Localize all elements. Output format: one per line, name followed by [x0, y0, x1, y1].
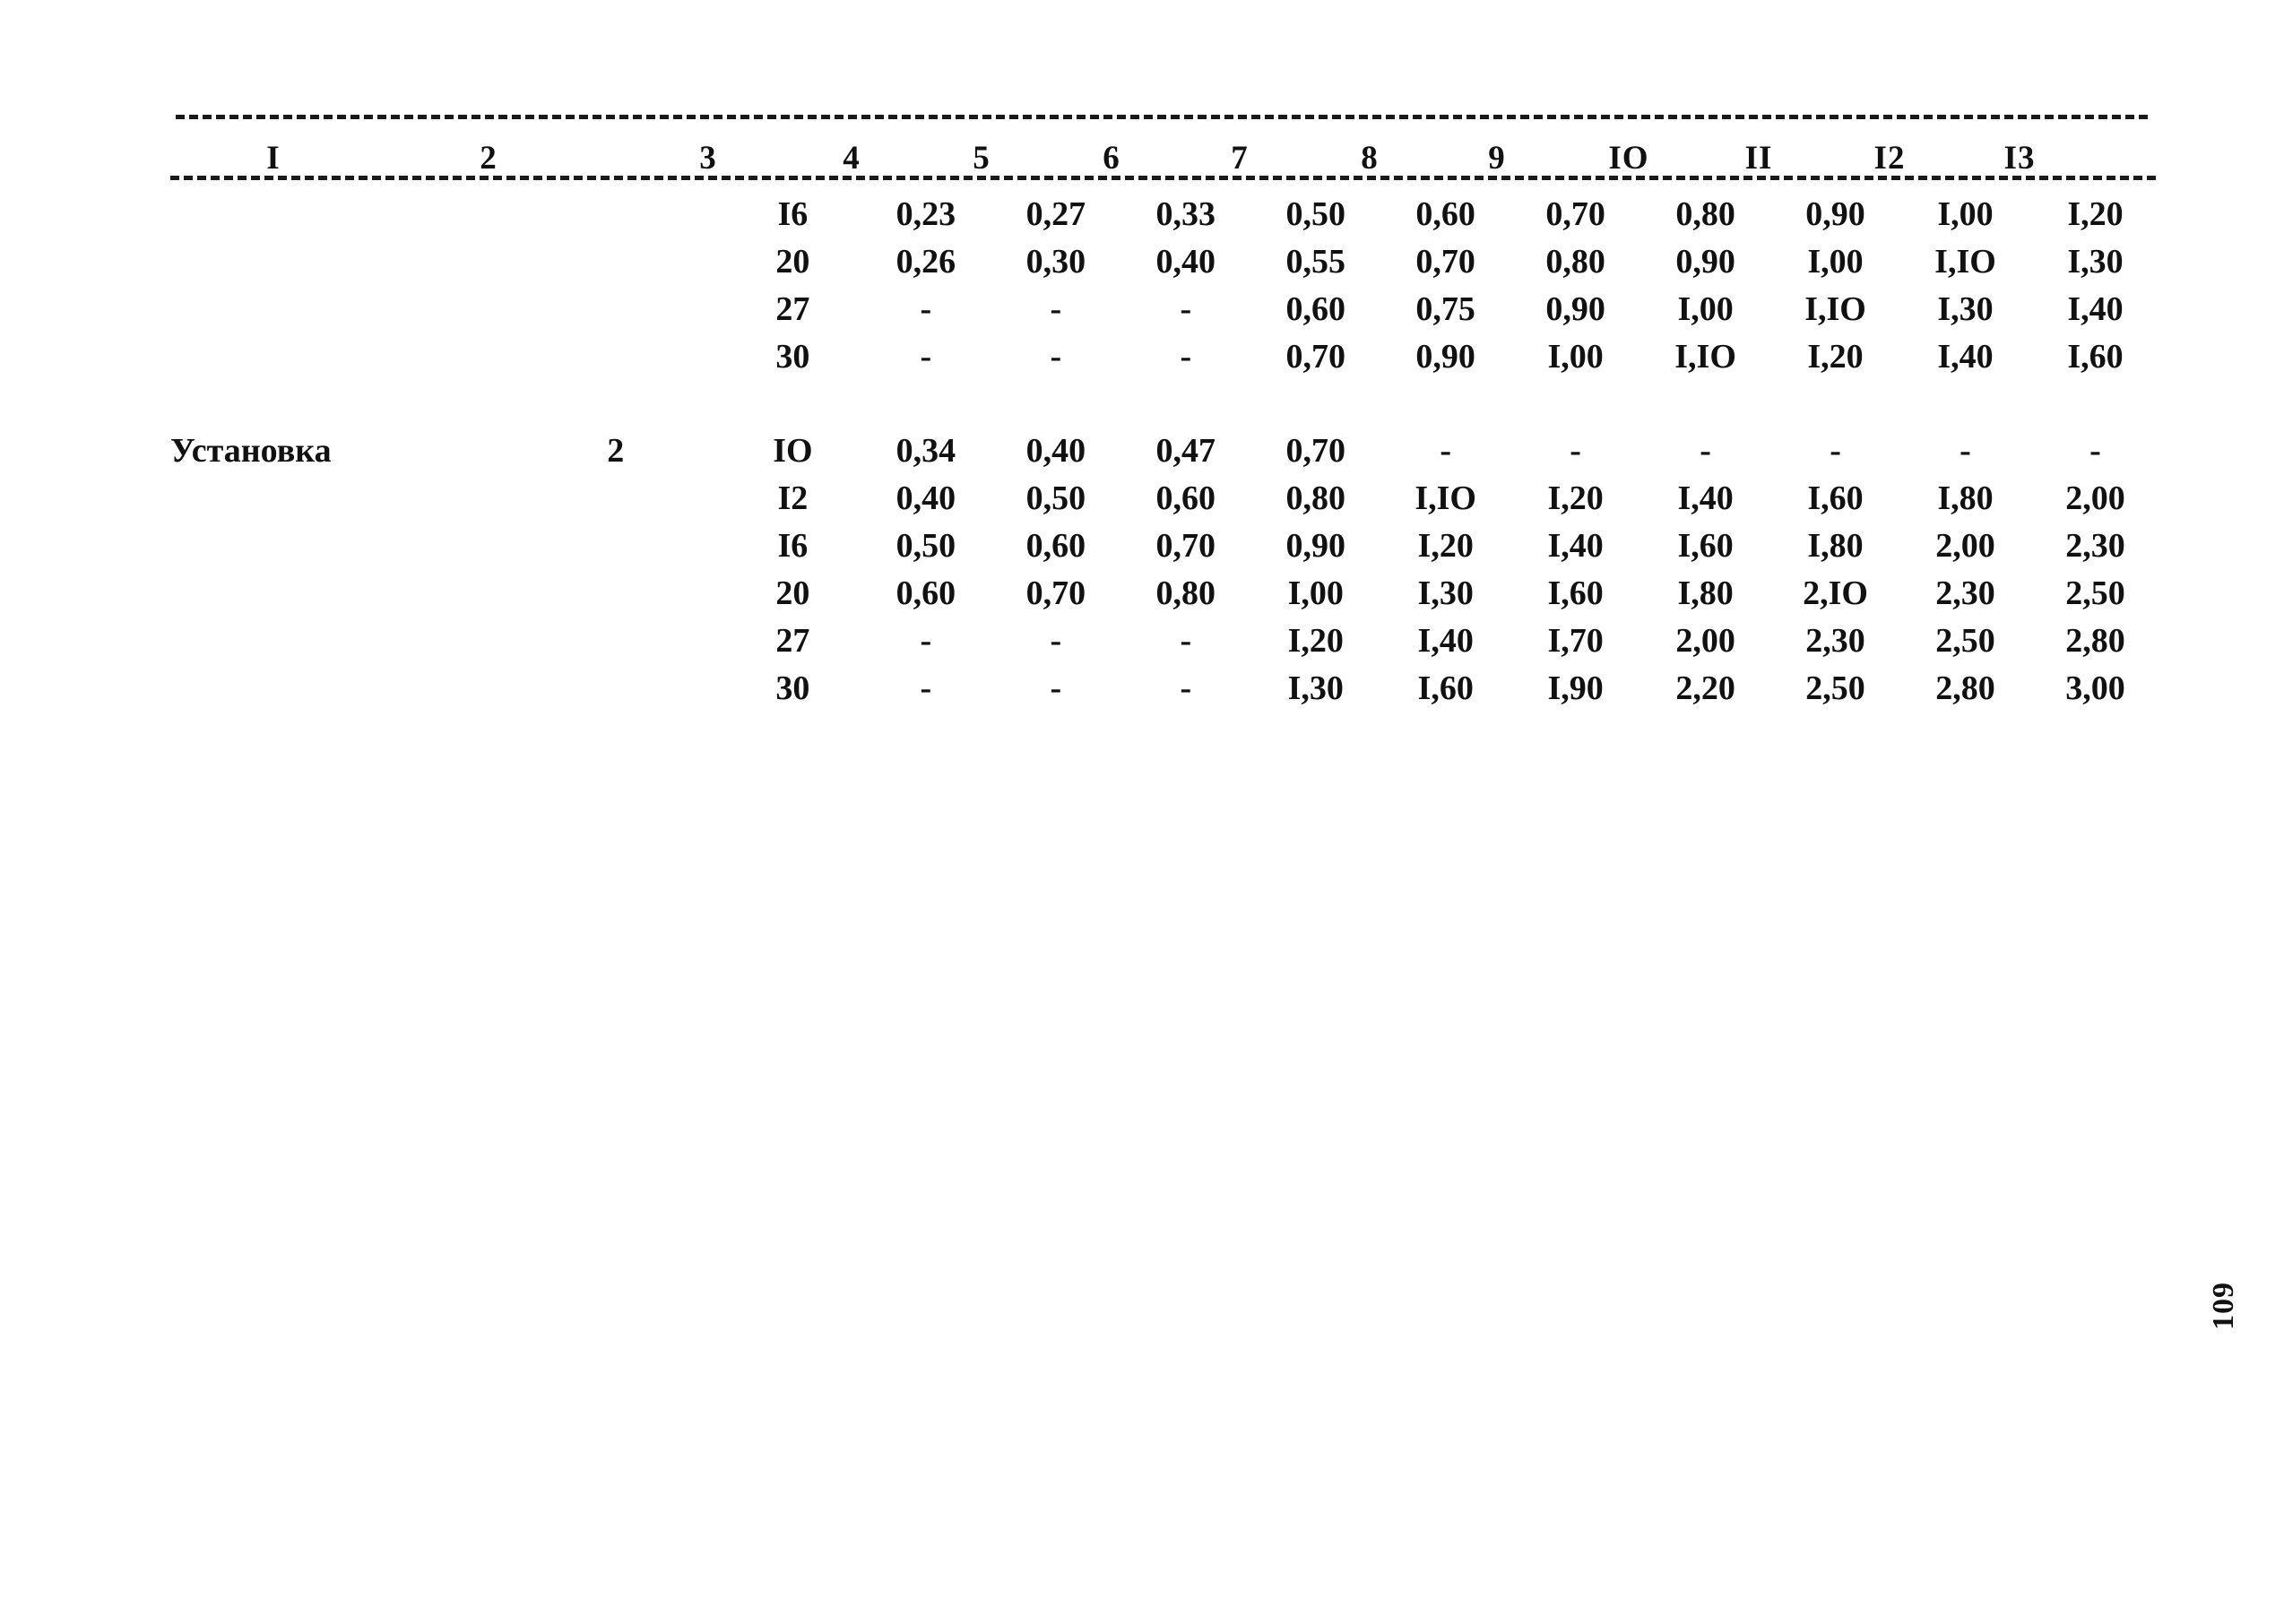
cell-value: I,80	[1807, 526, 1864, 565]
cell-value: -	[1050, 669, 1062, 707]
cell-value: 0,80	[1155, 574, 1216, 612]
column-header-8: 8	[1361, 140, 1379, 177]
cell-value: 0,70	[1025, 574, 1086, 612]
cell-value: 0,80	[1545, 242, 1605, 281]
cell-value: I,60	[1547, 574, 1604, 612]
cell-value: 2,00	[1935, 526, 1995, 565]
cell-value: 0,33	[1155, 194, 1216, 233]
column-header-7: 7	[1231, 140, 1249, 177]
cell-size: IO	[773, 431, 813, 470]
cell-value: I,20	[1287, 621, 1344, 660]
cell-row-label	[170, 664, 506, 712]
cell-value: I,IO	[1674, 337, 1736, 376]
cell-size: I6	[777, 194, 809, 233]
column-header-IO: IO	[1608, 140, 1649, 177]
cell-value: -	[920, 289, 932, 328]
cell-value: I,40	[1677, 479, 1734, 517]
cell-value: -	[1050, 337, 1062, 376]
cell-group-number	[506, 333, 724, 380]
table-body	[170, 190, 2160, 712]
cell-value: 0,27	[1025, 194, 1086, 233]
cell-value: I,00	[1287, 574, 1344, 612]
cell-value: I,00	[1547, 337, 1604, 376]
cell-row-label	[170, 617, 506, 664]
cell-value: 0,90	[1545, 289, 1605, 328]
cell-value: I,40	[2067, 289, 2124, 328]
cell-value: 0,90	[1675, 242, 1735, 281]
cell-value: 0,70	[1545, 194, 1605, 233]
column-header-3: 3	[699, 140, 717, 177]
column-header-6: 6	[1103, 140, 1120, 177]
cell-value: -	[1960, 431, 1971, 470]
cell-value: I,40	[1937, 337, 1994, 376]
cell-value: I,20	[1417, 526, 1474, 565]
cell-value: 0,50	[1025, 479, 1086, 517]
cell-value: -	[1180, 289, 1192, 328]
cell-value: -	[1180, 337, 1192, 376]
cell-size: 27	[775, 621, 810, 660]
cell-value: I,70	[1547, 621, 1604, 660]
table-spacer-row	[170, 380, 2160, 427]
cell-value: I,20	[2067, 194, 2124, 233]
cell-value: 0,50	[895, 526, 956, 565]
cell-value: 0,70	[1155, 526, 1216, 565]
column-header-5: 5	[973, 140, 991, 177]
cell-group-number	[506, 617, 724, 664]
table-row	[170, 190, 2160, 238]
cell-value: I,90	[1547, 669, 1604, 707]
cell-value: 2,30	[1805, 621, 1865, 660]
column-header-4: 4	[843, 140, 861, 177]
cell-size: I2	[777, 479, 809, 517]
cell-value: I,60	[1417, 669, 1474, 707]
cell-value: 0,60	[1025, 526, 1086, 565]
cell-value: I,60	[1677, 526, 1734, 565]
cell-value: 0,55	[1285, 242, 1345, 281]
cell-value: 0,30	[1025, 242, 1086, 281]
cell-value: -	[920, 337, 932, 376]
cell-value: 3,00	[2065, 669, 2125, 707]
page-number: 109	[2207, 1282, 2240, 1330]
cell-size: I6	[777, 526, 809, 565]
column-header-I2: I2	[1873, 140, 1906, 177]
cell-value: 2,50	[1935, 621, 1995, 660]
cell-value: 0,50	[1285, 194, 1345, 233]
cell-value: 0,60	[1285, 289, 1345, 328]
cell-size: 20	[775, 574, 810, 612]
table-row	[170, 522, 2160, 569]
cell-value: 2,00	[1675, 621, 1735, 660]
cell-group-number	[506, 569, 724, 617]
cell-value: 0,60	[1415, 194, 1475, 233]
cell-group-number	[506, 285, 724, 333]
cell-value: -	[920, 621, 932, 660]
table-row	[170, 569, 2160, 617]
cell-value: 0,60	[1155, 479, 1216, 517]
table-top-border	[176, 115, 2148, 119]
cell-value: I,40	[1547, 526, 1604, 565]
cell-group-number	[506, 522, 724, 569]
table-row	[170, 427, 2160, 474]
cell-row-label: Установка	[170, 431, 332, 470]
cell-value: 0,34	[895, 431, 956, 470]
column-header-I: I	[266, 140, 281, 177]
cell-group-number	[506, 474, 724, 522]
cell-value: I,80	[1677, 574, 1734, 612]
cell-value: 0,90	[1285, 526, 1345, 565]
spacer-cell	[170, 380, 2160, 427]
cell-size: 20	[775, 242, 810, 281]
column-header-9: 9	[1488, 140, 1506, 177]
table-row	[170, 664, 2160, 712]
table-row	[170, 285, 2160, 333]
cell-value: 2,80	[2065, 621, 2125, 660]
cell-value: 0,80	[1285, 479, 1345, 517]
cell-value: 2,IO	[1803, 574, 1868, 612]
column-header-II: II	[1744, 140, 1773, 177]
cell-value: 0,40	[895, 479, 956, 517]
cell-value: 2,80	[1935, 669, 1995, 707]
cell-value: I,20	[1547, 479, 1604, 517]
cell-value: I,00	[1937, 194, 1994, 233]
table-row	[170, 474, 2160, 522]
cell-value: 2,30	[2065, 526, 2125, 565]
cell-row-label	[170, 238, 506, 285]
table-column-header-row	[170, 139, 2156, 180]
cell-value: 0,60	[895, 574, 956, 612]
cell-value: 0,40	[1155, 242, 1216, 281]
cell-value: I,00	[1677, 289, 1734, 328]
cell-size: 27	[775, 289, 810, 328]
cell-value: I,20	[1807, 337, 1864, 376]
cell-group-number	[506, 238, 724, 285]
cell-value: 0,70	[1415, 242, 1475, 281]
cell-value: I,60	[1807, 479, 1864, 517]
cell-value: -	[1830, 431, 1841, 470]
cell-value: I,IO	[1804, 289, 1866, 328]
cell-value: -	[1180, 621, 1192, 660]
cell-value: 0,70	[1285, 337, 1345, 376]
cell-value: -	[1050, 621, 1062, 660]
cell-value: -	[1700, 431, 1711, 470]
cell-value: I,30	[2067, 242, 2124, 281]
cell-value: -	[920, 669, 932, 707]
cell-value: 0,75	[1415, 289, 1475, 328]
cell-group-number	[506, 190, 724, 238]
cell-value: I,30	[1287, 669, 1344, 707]
cell-row-label	[170, 190, 506, 238]
cell-value: -	[1440, 431, 1451, 470]
cell-value: I,IO	[1415, 479, 1476, 517]
cell-value: 0,80	[1675, 194, 1735, 233]
table-header-bottom-border	[170, 176, 2156, 180]
table-row	[170, 333, 2160, 380]
cell-value: 2,30	[1935, 574, 1995, 612]
cell-value: 0,70	[1285, 431, 1345, 470]
cell-row-label	[170, 333, 506, 380]
cell-value: I,40	[1417, 621, 1474, 660]
cell-row-label	[170, 474, 506, 522]
cell-value: 0,26	[895, 242, 956, 281]
cell-value: I,30	[1417, 574, 1474, 612]
cell-value: -	[1180, 669, 1192, 707]
cell-group-number: 2	[607, 431, 625, 470]
column-header-2: 2	[480, 140, 497, 177]
cell-value: 0,47	[1155, 431, 1216, 470]
cell-group-number	[506, 664, 724, 712]
cell-value: 2,50	[1805, 669, 1865, 707]
cell-row-label	[170, 285, 506, 333]
cell-value: I,IO	[1934, 242, 1996, 281]
cell-value: 0,40	[1025, 431, 1086, 470]
data-table	[170, 190, 2160, 712]
cell-value: -	[1050, 289, 1062, 328]
cell-value: 2,50	[2065, 574, 2125, 612]
cell-value: 2,20	[1675, 669, 1735, 707]
cell-size: 30	[775, 337, 810, 376]
cell-value: I,80	[1937, 479, 1994, 517]
cell-value: 0,90	[1805, 194, 1865, 233]
table-row	[170, 238, 2160, 285]
table-row	[170, 617, 2160, 664]
cell-row-label	[170, 569, 506, 617]
cell-size: 30	[775, 669, 810, 707]
cell-value: I,30	[1937, 289, 1994, 328]
cell-value: -	[1570, 431, 1581, 470]
cell-value: 0,90	[1415, 337, 1475, 376]
cell-value: -	[2089, 431, 2101, 470]
cell-value: I,60	[2067, 337, 2124, 376]
cell-value: I,00	[1807, 242, 1864, 281]
cell-value: 0,23	[895, 194, 956, 233]
cell-value: 2,00	[2065, 479, 2125, 517]
cell-row-label	[170, 522, 506, 569]
column-header-I3: I3	[2003, 140, 2036, 177]
